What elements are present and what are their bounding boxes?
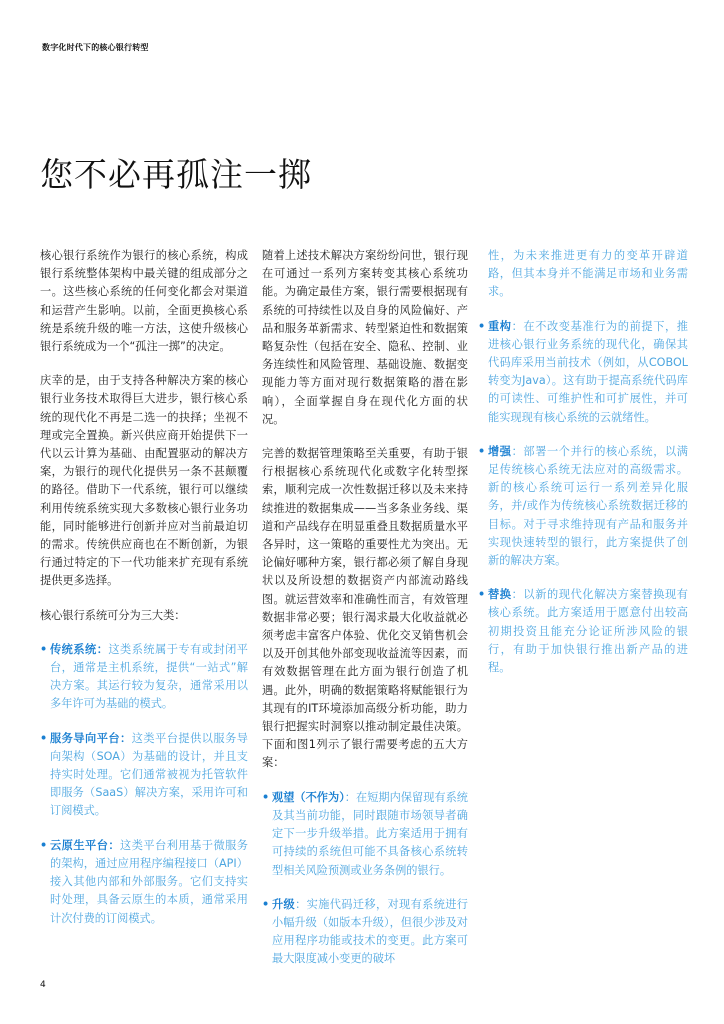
bullet-icon: • [262,897,270,911]
paragraph: 核心银行系统作为银行的核心系统，构成银行系统整体架构中最关键的组成部分之一。这些核心系统的任何变化都会对渠道和运营产生影响。以前，全面更换核心系统是系统升级的唯一方法，这使升级核心银行系统成为一个“孤注一掷”的决定。 [40,249,248,354]
bullet-icon: • [40,731,48,745]
page-title: 您不必再孤注一掷 [40,155,312,194]
list-item-term: 云原生平台： [50,838,121,852]
bullet-icon: • [40,642,48,656]
list-item-term: 观望（不作为） [272,790,345,804]
option-list [262,789,468,969]
category-list [40,641,248,928]
list-item [478,586,688,677]
column-1 [40,247,248,944]
list-item-continuation: 性，为未来推进更有力的变革开辟道路，但其本身并不能满足市场和业务需求。 [488,249,688,299]
page-number: 4 [40,980,46,990]
list-item-text: ：实施代码迁移，对现有系统进行小幅升级（如版本升级），但很少涉及对应用程序功能或技术的变更。此方案可最大限度减小变更的破坏 [272,897,468,966]
list-item [478,318,688,427]
option-list [478,318,688,678]
column-3 [478,247,688,693]
list-item-text: 这类平台提供以服务导向架构（SOA）为基础的设计，并且支持实时处理。它们通常被视为托管软件即服务（SaaS）解决方案，采用许可和订阅模式。 [50,731,248,818]
list-item [262,896,468,969]
list-item [262,789,468,880]
bullet-icon: • [478,319,486,333]
list-item-text: 这类系统属于专有或封闭平台，通常是主机系统，提供“一站式”解决方案。其运行较为复杂，通常采用以多年许可为基础的模式。 [50,642,248,711]
list-item-text: 这类平台利用基于微服务的架构，通过应用程序编程接口（API）接入其他内部和外部服务。它们支持实时处理，具备云原生的本质，通常采用计次付费的订阅模式。 [50,838,248,925]
paragraph: 庆幸的是，由于支持各种解决方案的核心银行业务技术取得巨大进步，银行核心系统的现代化不再是二选一的抉择；坐视不理或完全置换。新兴供应商开始提供下一代以云计算为基础、由配置驱动的解决方案，为银行的现代化提供另一条不甚颠覆的路径。借助下一代系统，银行可以继续利用传统系统实现大多数核心银行业务功能，同时能够进行创新并应对当前最迫切的需求。传统供应商也在不断创新，为银行通过特定的下一代功能来扩充现有系统提供更多选择。 [40,374,248,588]
list-item-term: 服务导向平台： [50,731,132,745]
list-item-text: ：在短期内保留现有系统及其当前功能，同时跟随市场领导者确定下一步升级举措。此方案适用于拥有可持续的系统但可能不具备核心系统转型相关风险预测或业务条例的银行。 [272,790,468,877]
list-item-text: ：以新的现代化解决方案替换现有核心系统。此方案适用于愿意付出较高初期投资且能充分论证所涉风险的银行，有助于加快银行推出新产品的进程。 [488,588,688,675]
column-2 [262,247,468,985]
running-header: 数字化时代下的核心银行转型 [42,43,149,52]
paragraph: 核心银行系统可分为三大类： [40,608,186,622]
list-item [478,443,688,570]
list-item [40,641,248,714]
paragraph: 随着上述技术解决方案纷纷问世，银行现在可通过一系列方案转变其核心系统功能。为确定最佳方案，银行需要根据现有系统的可持续性以及自身的风险偏好、产品和服务革新需求、转型紧迫性和数据策略复杂性（包括在安全、隐私、控制、业务连续性和风险管理、基础设施、数据变现能力等方面对现行数据策略的潜在影响），全面掌握自身在现代化方面的状况。 [262,249,468,426]
bullet-icon: • [262,790,270,804]
list-item-term: 替换 [488,588,512,602]
list-item-term: 增强 [488,444,512,458]
paragraph: 完善的数据管理策略至关重要，有助于银行根据核心系统现代化或数字化转型探索，顺利完成一次性数据迁移以及未来持续推进的数据集成——当多条业务线、渠道和产品线存在明显重叠且数据质量水平各异时，这一策略的重要性尤为突出。无论偏好哪种方案，银行都必须了解自身现状以及所设想的数据资产内部流动路线图。就运营效率和准确性而言，有效管理数据非常必要；银行渴求最大化收益就必须考虑丰富客户体验、优化交叉销售机会以及开创其他外部变现收益流等因素，而有效数据管理在此方面为银行创造了机遇。此外，明确的数据策略将赋能银行为其现有的IT环境添加高级分析功能，助力银行把握实时洞察以推动制定最佳决策。下面和图1列示了银行需要考虑的五大方案： [262,447,468,770]
bullet-icon: • [478,588,486,602]
bullet-icon: • [478,444,486,458]
bullet-icon: • [40,838,48,852]
list-item-term: 重构 [488,319,512,333]
list-item [40,730,248,821]
list-item-term: 传统系统： [50,642,109,656]
list-item-text: ：部署一个并行的核心系统，以满足传统核心系统无法应对的高级需求。新的核心系统可运行一系列差异化服务，并/或作为传统核心系统数据迁移的目标。对于寻求维持现有产品和服务并实现快速转型的银行，此方案提供了创新的解决方案。 [488,444,688,568]
list-item [40,837,248,928]
list-item-text: ：在不改变基准行为的前提下，推进核心银行业务系统的现代化，确保其代码库采用当前技术（例如，从COBOL转变为Java）。这有助于提高系统代码库的可读性、可维护性和可扩展性，并可能实现现有核心系统的云就绪性。 [488,319,688,424]
list-item-term: 升级 [272,897,296,911]
